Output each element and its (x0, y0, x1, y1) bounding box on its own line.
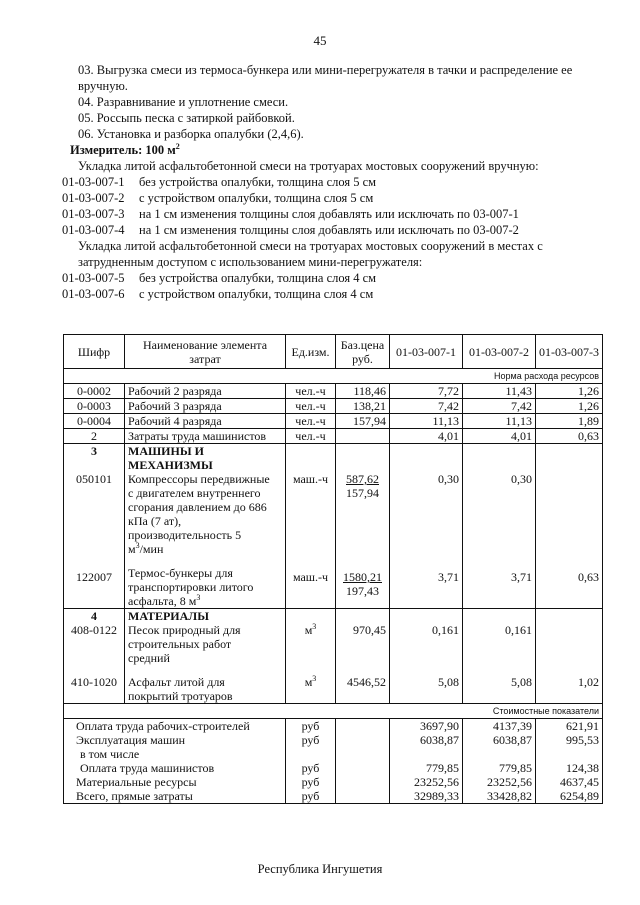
labor-v2: 11,43 (463, 384, 536, 399)
labor-code: 0-0003 (64, 399, 125, 414)
summary-row (64, 747, 603, 761)
machinist-v1: 4,01 (390, 429, 463, 444)
summary-v1: 23252,56 (390, 775, 463, 789)
header-name: Наименование элемента затрат (125, 335, 286, 369)
mat2-unit: $м^3$ (304, 674, 317, 689)
work-item-05: 05. Россыпь песка с затиркой райбовкой. (78, 111, 295, 125)
m2-price-bottom: 197,43 (346, 584, 379, 598)
labor-unit: чел.-ч (286, 399, 336, 414)
summary-name: Эксплуатация машин (64, 733, 286, 747)
labor-row (64, 384, 603, 399)
m2-v2: 3,71 (511, 570, 532, 584)
summary-empty (336, 761, 390, 775)
norm-description: с устройством опалубки, толщина слоя 5 см (139, 191, 374, 205)
summary-name: Оплата труда рабочих-строителей (64, 719, 286, 734)
group1-line (62, 190, 592, 206)
norm-description: с устройством опалубки, толщина слоя 4 см (139, 287, 374, 301)
machinist-row (64, 429, 603, 444)
summary-v3 (536, 747, 603, 761)
labor-v2: 11,13 (463, 414, 536, 429)
m1-code: 050101 (76, 472, 112, 486)
header-unit: Ед.изм. (286, 335, 336, 369)
m1-v2: 0,30 (511, 472, 532, 486)
m2-unit: маш.-ч (292, 570, 329, 584)
summary-row (64, 789, 603, 804)
norm-code: 01-03-007-4 (62, 223, 125, 237)
summary-v1: 32989,33 (390, 789, 463, 804)
summary-v1: 6038,87 (390, 733, 463, 747)
labor-unit: чел.-ч (286, 384, 336, 399)
summary-empty (336, 789, 390, 804)
mat1-v2: 0,161 (505, 623, 532, 637)
m2-price-top: 1580,21 (343, 570, 382, 584)
materials-code: 4 (91, 609, 97, 623)
summary-v2 (463, 747, 536, 761)
summary-v3: 6254,89 (536, 789, 603, 804)
summary-v2: 23252,56 (463, 775, 536, 789)
summary-unit: руб (286, 789, 336, 804)
header-col1: 01-03-007-1 (390, 335, 463, 369)
labor-code: 0-0002 (64, 384, 125, 399)
machinist-unit: чел.-ч (286, 429, 336, 444)
mat1-name: Песок природный для (128, 623, 241, 637)
mat2-v1: 5,08 (438, 675, 459, 689)
norm-description: на 1 см изменения толщины слоя добавлять или исключать по 03-007-1 (139, 207, 519, 221)
summary-unit: руб (286, 775, 336, 789)
m2-v1: 3,71 (438, 570, 459, 584)
norm-code: 01-03-007-6 (62, 287, 125, 301)
labor-v1: 7,72 (390, 384, 463, 399)
m1-v1: 0,30 (438, 472, 459, 486)
labor-unit: чел.-ч (286, 414, 336, 429)
norm-code: 01-03-007-5 (62, 271, 125, 285)
summary-v2: 4137,39 (463, 719, 536, 734)
summary-name: Материальные ресурсы (64, 775, 286, 789)
machines-code: 3 (91, 444, 97, 458)
machinist-v3: 0,63 (536, 429, 603, 444)
mat2-code: 410-1020 (71, 675, 117, 689)
m2-name: Термос-бункеры для транспортировки литого асфальта, 8 $м^3$ (128, 566, 254, 608)
machines-section (64, 444, 603, 609)
m1-name: Компрессоры передвижные с двигателем внутреннего сгорания давлением до 686 кПа (7 ат), производительность 5 $м^3$/мин (128, 472, 270, 556)
page-number: 45 (313, 33, 327, 48)
group1-line (62, 174, 592, 190)
machinist-code: 2 (64, 429, 125, 444)
cost-label-row (64, 704, 603, 719)
summary-empty (336, 747, 390, 761)
group2-title-cont: затрудненным доступом с использованием мини-перегружателя: (78, 255, 423, 269)
summary-unit (286, 747, 336, 761)
labor-price: 157,94 (336, 414, 390, 429)
labor-v3: 1,26 (536, 384, 603, 399)
labor-v1: 7,42 (390, 399, 463, 414)
machines-title-2: МЕХАНИЗМЫ (128, 458, 213, 472)
work-item-03-cont: вручную. (78, 79, 128, 93)
mat1-code: 408-0122 (71, 623, 117, 637)
group1-line (62, 206, 592, 222)
mat2-name: Асфальт литой для (128, 675, 225, 689)
labor-v2: 7,42 (463, 399, 536, 414)
summary-name: Оплата труда машинистов (64, 761, 286, 775)
summary-v1: 779,85 (390, 761, 463, 775)
m2-v3: 0,63 (578, 570, 599, 584)
machines-title-1: МАШИНЫ И (128, 444, 204, 458)
table-header-row (64, 335, 603, 369)
mat1-unit: $м^3$ (304, 622, 317, 637)
summary-name: в том числе (64, 747, 286, 761)
measure-unit: Измеритель: 100 $м^2$ (70, 141, 180, 157)
summary-row (64, 733, 603, 747)
norm-description: без устройства опалубки, толщина слоя 5 см (139, 175, 377, 189)
summary-row (64, 761, 603, 775)
summary-v3: 995,53 (536, 733, 603, 747)
resources-table (63, 334, 603, 804)
group1-line (62, 222, 592, 238)
group2-line (62, 286, 592, 302)
summary-v2: 779,85 (463, 761, 536, 775)
mat2-price: 4546,52 (347, 675, 386, 689)
labor-price: 118,46 (336, 384, 390, 399)
summary-unit: руб (286, 761, 336, 775)
header-col2: 01-03-007-2 (463, 335, 536, 369)
m2-code: 122007 (76, 570, 112, 584)
norm-label: Норма расхода ресурсов (64, 369, 603, 384)
header-code: Шифр (64, 335, 125, 369)
summary-unit: руб (286, 719, 336, 734)
summary-v2: 6038,87 (463, 733, 536, 747)
footer-region: Республика Ингушетия (257, 862, 383, 876)
summary-empty (336, 775, 390, 789)
summary-v1: 3697,90 (390, 719, 463, 734)
summary-empty (336, 719, 390, 734)
materials-title: МАТЕРИАЛЫ (128, 609, 209, 623)
labor-price: 138,21 (336, 399, 390, 414)
machinist-name: Затраты труда машинистов (125, 429, 286, 444)
labor-v3: 1,89 (536, 414, 603, 429)
cost-label: Стоимостные показатели (64, 704, 603, 719)
machinist-v2: 4,01 (463, 429, 536, 444)
norm-code: 01-03-007-3 (62, 207, 125, 221)
mat2-v2: 5,08 (511, 675, 532, 689)
summary-v3: 124,38 (536, 761, 603, 775)
labor-name: Рабочий 3 разряда (125, 399, 286, 414)
summary-v1 (390, 747, 463, 761)
work-item-04: 04. Разравнивание и уплотнение смеси. (78, 95, 289, 109)
summary-empty (336, 733, 390, 747)
norm-description: без устройства опалубки, толщина слоя 4 см (139, 271, 377, 285)
labor-v1: 11,13 (390, 414, 463, 429)
norm-description: на 1 см изменения толщины слоя добавлять или исключать по 03-007-2 (139, 223, 519, 237)
header-price: Баз.цена руб. (336, 335, 390, 369)
summary-name: Всего, прямые затраты (64, 789, 286, 804)
group1-title: Укладка литой асфальтобетонной смеси на тротуарах мостовых сооружений вручную: (78, 159, 539, 173)
norm-label-row (64, 369, 603, 384)
work-item-06: 06. Установка и разборка опалубки (2,4,6). (78, 127, 304, 141)
work-description (62, 62, 592, 302)
norm-code: 01-03-007-1 (62, 175, 125, 189)
norm-code: 01-03-007-2 (62, 191, 125, 205)
m1-unit: маш.-ч (292, 472, 329, 486)
summary-row (64, 775, 603, 789)
summary-v2: 33428,82 (463, 789, 536, 804)
summary-v3: 4637,45 (536, 775, 603, 789)
mat1-v3 (539, 623, 599, 637)
labor-code: 0-0004 (64, 414, 125, 429)
labor-row (64, 399, 603, 414)
labor-name: Рабочий 2 разряда (125, 384, 286, 399)
mat2-v3: 1,02 (578, 675, 599, 689)
header-col3: 01-03-007-3 (536, 335, 603, 369)
mat1-price: 970,45 (353, 623, 386, 637)
m1-price-top: 587,62 (346, 472, 379, 486)
mat1-v1: 0,161 (432, 623, 459, 637)
labor-v3: 1,26 (536, 399, 603, 414)
summary-unit: руб (286, 733, 336, 747)
labor-name: Рабочий 4 разряда (125, 414, 286, 429)
materials-section: 4 408-0122 410-1020 МАТЕРИАЛЫ Песок природный для строительных работ средний Асфальт литой для покрытий тротуаров $м^3$ $м^3$ 970,45 4546,52 0,161 5,08 0,161 5,08 1,02 (64, 609, 603, 704)
summary-row (64, 719, 603, 734)
group2-title: Укладка литой асфальтобетонной смеси на тротуарах мостовых сооружений в местах с (78, 239, 543, 253)
m1-price-bottom: 157,94 (346, 486, 379, 500)
m1-v3 (539, 472, 599, 486)
work-item-03: 03. Выгрузка смеси из термоса-бункера или мини-перегружателя в тачки и распределение ее (78, 63, 573, 77)
group2-line (62, 270, 592, 286)
labor-row (64, 414, 603, 429)
summary-v3: 621,91 (536, 719, 603, 734)
